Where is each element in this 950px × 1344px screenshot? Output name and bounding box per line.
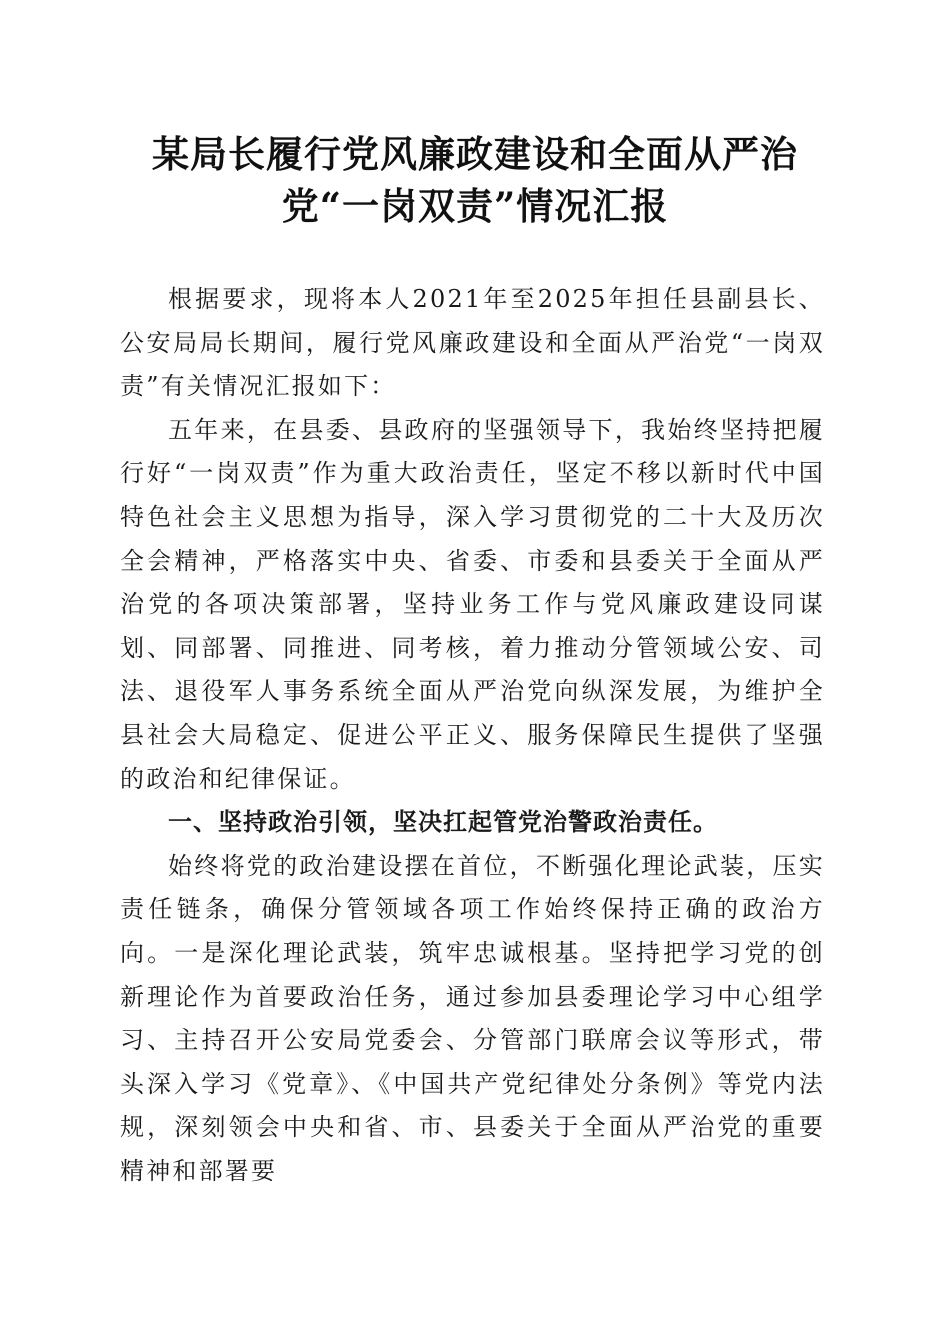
overview-paragraph: 五年来，在县委、县政府的坚强领导下，我始终坚持把履行好“一岗双责”作为重大政治责任，坚定不移以新时代中国特色社会主义思想为指导，深入学习贯彻党的二十大及历次全会精神，严格落实中央、省委、市委和县委关于全面从严治党的各项决策部署，坚持业务工作与党风廉政建设同谋划、同部署、同推进、同考核，着力推动分管领域公安、司法、退役军人事务系统全面从严治党向纵深发展，为维护全县社会大局稳定、促进公平正义、服务保障民生提供了坚强的政治和纪律保证。 [120,415,825,793]
document-title: 某局长履行党风廉政建设和全面从严治党“一岗双责”情况汇报 [152,132,798,228]
document-body [120,278,825,1193]
intro-paragraph: 根据要求，现将本人2021年至2025年担任县副县长、公安局局长期间，履行党风廉政建设和全面从严治党“一岗双责”有关情况汇报如下： [120,285,825,401]
section-paragraph: 始终将党的政治建设摆在首位，不断强化理论武装，压实责任链条，确保分管领域各项工作始终保持正确的政治方向。一是深化理论武装，筑牢忠诚根基。坚持把学习党的创新理论作为首要政治任务，通过参加县委理论学习中心组学习、主持召开公安局党委会、分管部门联席会议等形式，带头深入学习《党章》、《中国共产党纪律处分条例》等党内法规，深刻领会中央和省、市、县委关于全面从严治党的重要精神和部署要 [120,851,825,1185]
section-heading: 一、坚持政治引领，坚决扛起管党治警政治责任。 [168,808,718,837]
